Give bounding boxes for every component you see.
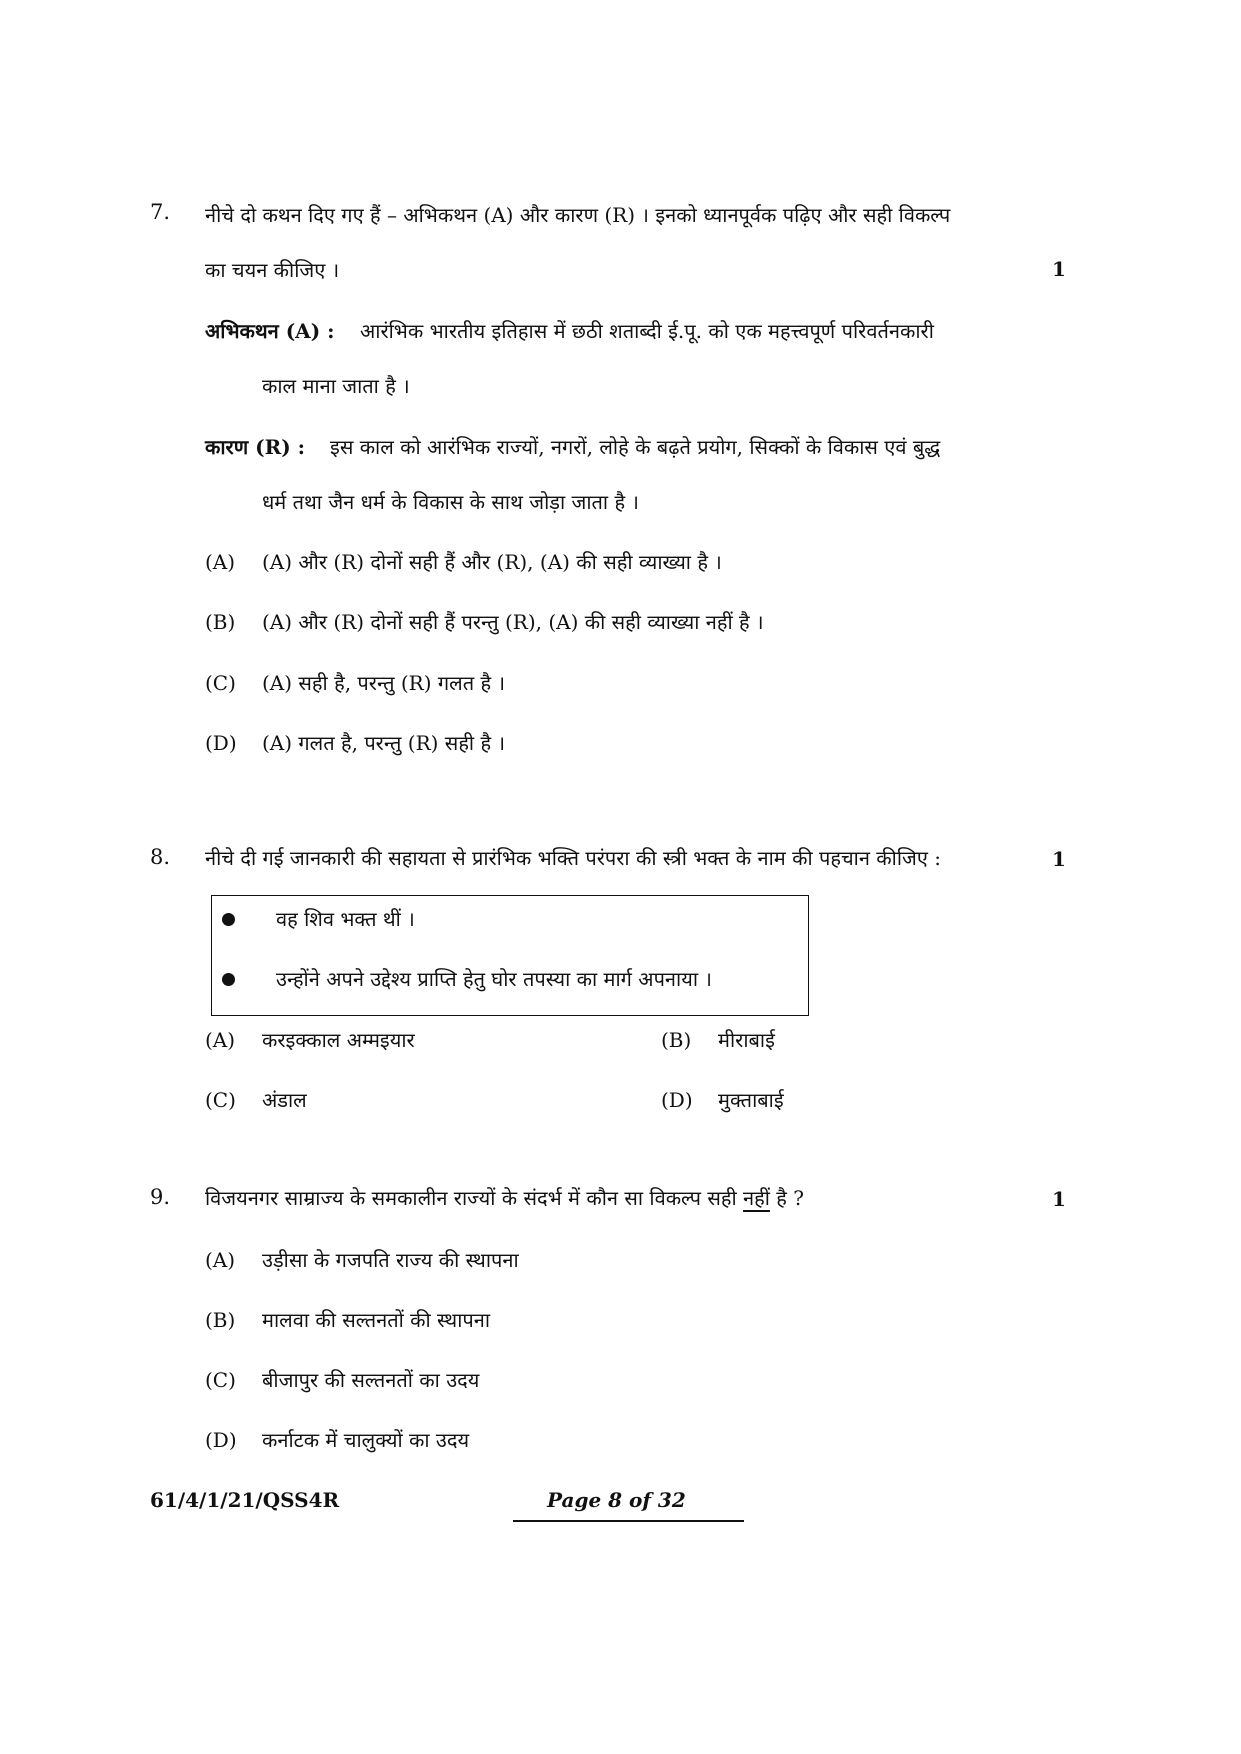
assertion-label: अभिकथन (A) : bbox=[205, 319, 335, 343]
option-label: (C) bbox=[205, 671, 236, 695]
clue-item: वह शिव भक्त थीं । bbox=[276, 907, 415, 931]
option-text: बीजापुर की सल्तनतों का उदय bbox=[262, 1368, 480, 1392]
reason-text: इस काल को आरंभिक राज्यों, नगरों, लोहे के बढ़ते प्रयोग, सिक्कों के विकास एवं बुद्ध bbox=[330, 435, 941, 459]
stem-emphasis: नहीं bbox=[743, 1186, 770, 1210]
option-label: (C) bbox=[205, 1088, 236, 1112]
reason-text-cont: धर्म तथा जैन धर्म के विकास के साथ जोड़ा जाता है । bbox=[262, 490, 640, 514]
marks: 1 bbox=[1052, 1187, 1066, 1211]
option-text: (A) गलत है, परन्तु (R) सही है । bbox=[262, 731, 506, 755]
page-number: Page 8 of 32 bbox=[547, 1488, 686, 1512]
option-label: (D) bbox=[661, 1088, 693, 1112]
option-text: (A) और (R) दोनों सही हैं और (R), (A) की सही व्याख्या है । bbox=[262, 550, 722, 574]
marks: 1 bbox=[1052, 847, 1066, 871]
option-text: कर्नाटक में चालुक्यों का उदय bbox=[262, 1428, 470, 1452]
clue-item: उन्होंने अपने उद्देश्य प्राप्ति हेतु घोर तपस्या का मार्ग अपनाया । bbox=[276, 967, 712, 991]
reason-label: कारण (R) : bbox=[205, 435, 306, 459]
option-label: (A) bbox=[205, 1028, 236, 1052]
question-stem: नीचे दो कथन दिए गए हैं – अभिकथन (A) और कारण (R) । इनको ध्यानपूर्वक पढ़िए और सही विकल्प bbox=[205, 203, 951, 227]
option-text: करइक्काल अम्मइयार bbox=[262, 1028, 415, 1052]
assertion-text-cont: काल माना जाता है । bbox=[262, 374, 410, 398]
option-text: अंडाल bbox=[262, 1088, 307, 1112]
option-label: (B) bbox=[205, 1308, 236, 1332]
option-label: (D) bbox=[205, 731, 237, 755]
option-label: (D) bbox=[205, 1428, 237, 1452]
question-number: 8. bbox=[150, 845, 171, 869]
option-label: (A) bbox=[205, 550, 236, 574]
question-stem-cont: का चयन कीजिए । bbox=[205, 258, 340, 282]
option-text: (A) सही है, परन्तु (R) गलत है । bbox=[262, 671, 506, 695]
paper-code: 61/4/1/21/QSS4R bbox=[150, 1488, 340, 1512]
question-number: 9. bbox=[150, 1185, 171, 1209]
option-text: मीराबाई bbox=[718, 1028, 775, 1052]
footer-divider bbox=[513, 1520, 744, 1522]
question-number: 7. bbox=[150, 200, 171, 224]
bullet-icon bbox=[222, 973, 235, 986]
marks: 1 bbox=[1052, 257, 1066, 281]
option-text: मालवा की सल्तनतों की स्थापना bbox=[262, 1308, 491, 1332]
option-label: (A) bbox=[205, 1248, 236, 1272]
option-label: (B) bbox=[205, 610, 236, 634]
option-text: उड़ीसा के गजपति राज्य की स्थापना bbox=[262, 1248, 519, 1272]
bullet-icon bbox=[222, 913, 235, 926]
question-stem bbox=[205, 1185, 804, 1211]
question-stem: नीचे दी गई जानकारी की सहायता से प्रारंभिक भक्ति परंपरा की स्त्री भक्त के नाम की पहचान कीजिए : bbox=[205, 846, 942, 870]
option-label: (B) bbox=[661, 1028, 692, 1052]
stem-text-end: है ? bbox=[769, 1186, 804, 1210]
assertion-text: आरंभिक भारतीय इतिहास में छठी शताब्दी ई.पू. को एक महत्त्वपूर्ण परिवर्तनकारी bbox=[360, 319, 934, 343]
stem-text: विजयनगर साम्राज्य के समकालीन राज्यों के संदर्भ में कौन सा विकल्प सही bbox=[205, 1186, 744, 1210]
option-text: (A) और (R) दोनों सही हैं परन्तु (R), (A) की सही व्याख्या नहीं है । bbox=[262, 610, 764, 634]
option-label: (C) bbox=[205, 1368, 236, 1392]
option-text: मुक्ताबाई bbox=[718, 1088, 784, 1112]
